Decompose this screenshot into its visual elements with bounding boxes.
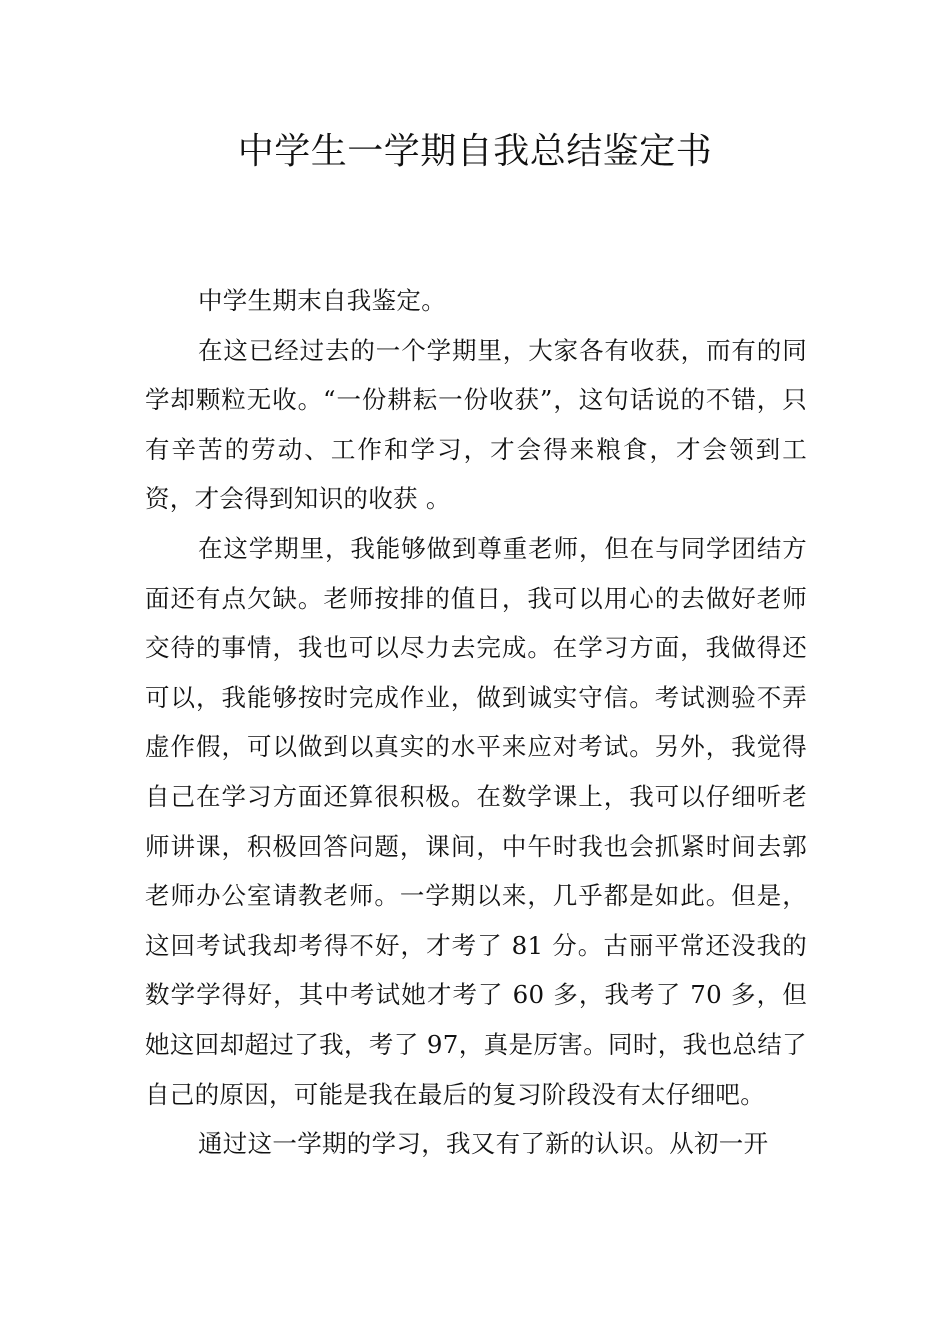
paragraph: 在这学期里，我能够做到尊重老师，但在与同学团结方面还有点欠缺。老师按排的值日，我可以用心的去做好老师交待的事情，我也可以尽力去完成。在学习方面，我做得还可以，我能够按时完成作业，做到诚实守信。考试测验不弄虚作假，可以做到以真实的水平来应对考试。另外，我觉得自己在学习方面还算很积极。在数学课上，我可以仔细听老师讲课，积极回答问题，课间，中午时我也会抓紧时间去郭老师办公室请教老师。一学期以来，几乎都是如此。但是，这回考试我却考得不好，才考了 81 分。古丽平常还没我的数学学得好，其中考试她才考了 60 多，我考了 70 多，但她这回却超过了我，考了 97，真是厉害。同时，我也总结了自己的原因，可能是我在最后的复习阶段没有太仔细吧。 [145, 533, 807, 1109]
document-title: 中学生一学期自我总结鉴定书 [237, 131, 713, 172]
paragraph: 在这已经过去的一个学期里，大家各有收获，而有的同学却颗粒无收。“一份耕耘一份收获”，这句话说的不错，只有辛苦的劳动、工作和学习，才会得来粮食，才会领到工资，才会得到知识的收获 。 [145, 335, 807, 514]
document-body [145, 276, 807, 1169]
paragraph: 通过这一学期的学习，我又有了新的认识。从初一开 [198, 1129, 769, 1159]
paragraph: 中学生期末自我鉴定。 [198, 286, 446, 315]
